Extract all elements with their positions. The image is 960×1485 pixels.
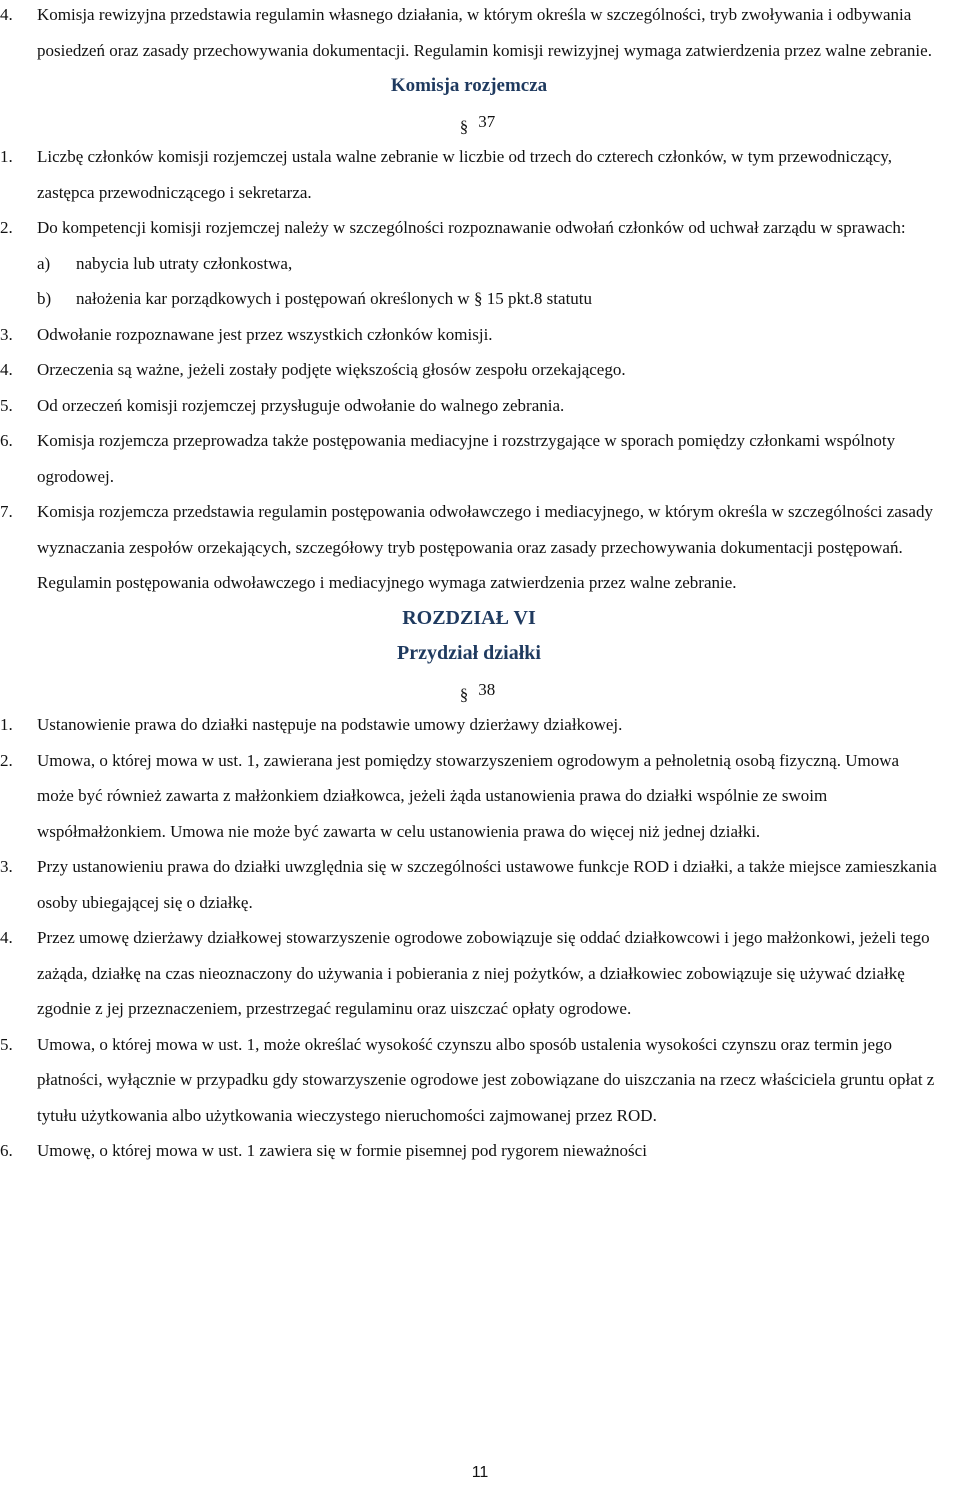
chapter-title: Przydział działki [397, 642, 541, 664]
paragraph-number: 38 [478, 679, 496, 699]
paragraph-sign: § [459, 684, 469, 704]
item-text: Umowę, o której mowa w ust. 1 zawiera się w formie pisemnej pod rygorem nieważności [37, 1141, 647, 1160]
list-item [0, 707, 938, 743]
item-number: 7. [0, 502, 13, 521]
paragraph-sign: § [459, 116, 469, 136]
paragraph-item [0, 0, 938, 68]
item-text: Przy ustanowieniu prawa do działki uwzględnia się w szczególności ustawowe funkcje ROD i działki, a także miejsce zamieszkania osoby ubiegającej się o działkę. [37, 857, 937, 912]
item-number: 4. [0, 5, 13, 24]
item-text: Przez umowę dzierżawy działkowej stowarzyszenie ogrodowe zobowiązuje się oddać działkowcowi i jego małżonkowi, jeżeli tego zażąda, działkę na czas nieoznaczony do używania i pobierania z niej pożytków, a działkowiec zobowiązuje się używać działkę zgodnie z jej przeznaczeniem, przestrzegać regulaminu oraz uiszczać opłaty ogrodowe. [37, 928, 930, 1018]
list-item [0, 1133, 938, 1169]
item-text: Do kompetencji komisji rozjemczej należy w szczególności rozpoznawanie odwołań członków od uchwał zarządu w sprawach: [37, 218, 906, 237]
item-number: 1. [0, 147, 13, 166]
paragraph-number: 37 [478, 111, 496, 131]
list-item [0, 920, 938, 1027]
sub-list-item [0, 246, 938, 282]
item-number: 5. [0, 1034, 13, 1054]
section-heading: Komisja rozjemcza [390, 75, 548, 96]
item-number: 1. [0, 715, 13, 734]
list-item [0, 1027, 938, 1134]
item-text: Komisja rewizyjna przedstawia regulamin własnego działania, w którym określa w szczególności, tryb zwoływania i odbywania posiedzeń oraz zasady przechowywania dokumentacji. Regulamin komisji rewizyjnej wymaga zatwierdzenia przez walne zebranie. [37, 5, 932, 60]
item-text: Od orzeczeń komisji rozjemczej przysługuje odwołanie do walnego zebrania. [37, 395, 565, 415]
item-number: 6. [0, 1141, 13, 1160]
list-item [0, 139, 938, 210]
item-number: 5. [0, 395, 13, 415]
item-text: Komisja rozjemcza przeprowadza także postępowania mediacyjne i rozstrzygające w sporach pomiędzy członkami wspólnoty ogrodowej. [37, 431, 896, 486]
sub-list-item [0, 281, 938, 317]
list-item [0, 388, 938, 424]
chapter-heading: ROZDZIAŁ VI [402, 606, 536, 629]
item-number: 4. [0, 360, 13, 379]
paragraph-marker [0, 104, 938, 140]
list-item [0, 849, 938, 920]
item-text: Odwołanie rozpoznawane jest przez wszystkich członków komisji. [37, 324, 493, 344]
item-number: 3. [0, 857, 13, 876]
list-item [0, 494, 938, 601]
item-text: Umowa, o której mowa w ust. 1, zawierana jest pomiędzy stowarzyszeniem ogrodowym a pełnoletnią osobą fizyczną. Umowa może być również zawarta z małżonkiem działkowca, jeżeli żąda ustanowienia prawa do działki wspólnie ze swoim współmałżonkiem. Umowa nie może być zawarta w celu ustanowienia prawa do więcej niż jednej działki. [37, 750, 900, 841]
list-item [0, 352, 938, 388]
item-text: Liczbę członków komisji rozjemczej ustala walne zebranie w liczbie od trzech do czterech członków, w tym przewodniczący, zastępca przewodniczącego i sekretarza. [37, 147, 892, 202]
list-item [0, 743, 938, 850]
item-number: 2. [0, 218, 13, 237]
list-item [0, 210, 938, 246]
item-text: Ustanowienie prawa do działki następuje na podstawie umowy dzierżawy działkowej. [37, 715, 623, 734]
sub-item-text: nabycia lub utraty członkostwa, [76, 253, 293, 273]
sub-item-text: nałożenia kar porządkowych i postępowań określonych w § 15 pkt.8 statutu [76, 289, 593, 308]
item-text: Komisja rozjemcza przedstawia regulamin postępowania odwoławczego i mediacyjnego, w którym określa w szczególności zasady wyznaczania zespołów orzekających, szczegółowy tryb postępowania oraz zasady przechowywania dokumentacji postępowań. Regulamin postępowania odwoławczego i mediacyjnego wymaga zatwierdzenia przez walne zebranie. [37, 502, 933, 592]
sub-item-letter: b) [37, 289, 52, 308]
list-item [0, 423, 938, 494]
item-number: 3. [0, 324, 13, 344]
item-number: 4. [0, 928, 13, 947]
item-text: Orzeczenia są ważne, jeżeli zostały podjęte większością głosów zespołu orzekającego. [37, 360, 626, 379]
item-number: 6. [0, 431, 13, 450]
page-number: 11 [471, 1464, 489, 1481]
list-item [0, 317, 938, 353]
item-number: 2. [0, 750, 13, 770]
sub-item-letter: a) [37, 253, 51, 273]
item-text: Umowa, o której mowa w ust. 1, może określać wysokość czynszu albo sposób ustalenia wysokości czynszu oraz termin jego płatności, wyłącznie w przypadku gdy stowarzyszenie ogrodowe jest zobowiązane do uiszczania na rzecz właściciela gruntu opłat z tytułu użytkowania albo użytkowania wieczystego nieruchomości zajmowanej przez ROD. [37, 1034, 935, 1125]
paragraph-marker [0, 672, 938, 708]
